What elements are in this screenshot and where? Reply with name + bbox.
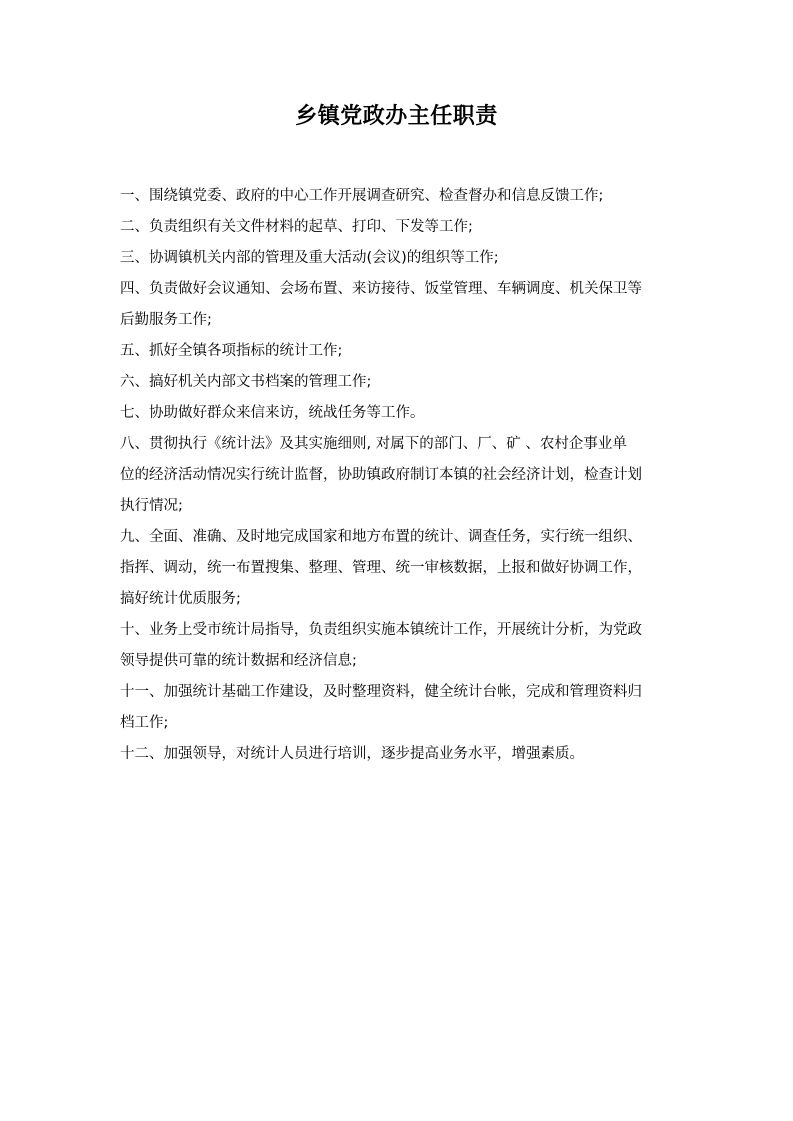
duty-line: 后勤服务工作; [120, 312, 212, 328]
duty-line: 档工作; [120, 715, 169, 731]
duty-line: 八、贯彻执行《统计法》及其实施细则, 对属下的部门、厂、矿 、农村企事业单 [120, 436, 627, 452]
duty-line: 十、业务上受市统计局指导，负责组织实施本镇统计工作，开展统计分析，为党政 [120, 622, 642, 638]
duty-line: 三、协调镇机关内部的管理及重大活动(会议)的组织等工作; [120, 250, 499, 266]
duty-line: 位的经济活动情况实行统计监督，协助镇政府制订本镇的社会经济计划，检查计划 [120, 467, 642, 483]
document-title: 乡镇党政办主任职责 [295, 104, 498, 129]
duty-line: 十二、加强领导，对统计人员进行培训，逐步提高业务水平，增强素质。 [120, 746, 584, 762]
duty-line: 六、搞好机关内部文书档案的管理工作; [120, 374, 372, 390]
duty-item-6 [120, 367, 680, 398]
duty-item-11 [120, 677, 680, 739]
duty-line: 领导提供可靠的统计数据和经济信息; [120, 653, 357, 669]
duty-line: 七、协助做好群众来信来访，统战任务等工作。 [120, 405, 425, 421]
duty-item-8 [120, 429, 680, 522]
duty-item-5 [120, 336, 680, 367]
duty-line: 十一、加强统计基础工作建设，及时整理资料，健全统计台帐，完成和管理资料归 [120, 684, 642, 700]
duty-item-4 [120, 274, 680, 336]
duty-line: 四、负责做好会议通知、会场布置、来访接待、饭堂管理、车辆调度、机关保卫等 [120, 281, 642, 297]
duty-item-12 [120, 739, 680, 770]
duty-line: 搞好统计优质服务; [120, 591, 241, 607]
duty-line: 指挥、调动，统一布置搜集、整理、管理、统一审核数据，上报和做好协调工作， [120, 560, 642, 576]
duty-item-1 [120, 181, 680, 212]
duty-item-2 [120, 212, 680, 243]
duty-line: 五、抓好全镇各项指标的统计工作; [120, 343, 343, 359]
duty-line: 执行情况; [120, 498, 183, 514]
duty-item-9 [120, 522, 680, 615]
duty-line: 一、围绕镇党委、政府的中心工作开展调查研究、检查督办和信息反馈工作; [120, 188, 604, 204]
duty-item-3 [120, 243, 680, 274]
duty-item-10 [120, 615, 680, 677]
duty-item-7 [120, 398, 680, 429]
document-body [120, 181, 680, 770]
duty-line: 九、全面、准确、及时地完成国家和地方布置的统计、调查任务，实行统一组织、 [120, 529, 642, 545]
duty-line: 二、负责组织有关文件材料的起草、打印、下发等工作; [120, 219, 473, 235]
